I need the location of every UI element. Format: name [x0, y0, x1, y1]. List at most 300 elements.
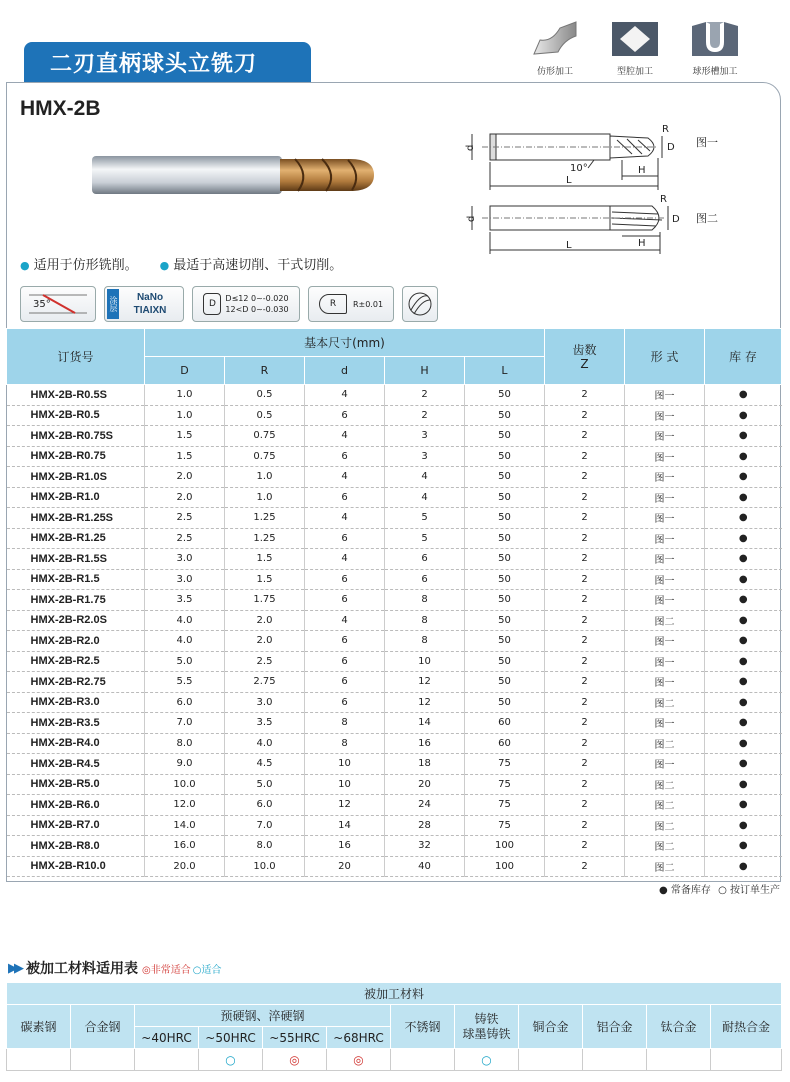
- suitability-cell: [583, 1049, 647, 1071]
- table-cell: 6: [385, 569, 465, 590]
- table-cell: 1.0: [145, 405, 225, 426]
- table-cell: 8.0: [225, 836, 305, 857]
- col-alloy-steel: 合金钢: [71, 1005, 135, 1049]
- table-cell: 2: [545, 405, 625, 426]
- suitability-cell: ◎: [263, 1049, 327, 1071]
- table-cell: ●: [705, 487, 782, 508]
- coating-label: 涂层: [107, 289, 119, 319]
- table-cell: 10: [305, 754, 385, 775]
- table-cell: 50: [465, 692, 545, 713]
- table-cell: 100: [465, 856, 545, 877]
- order-code: HMX-2B-R3.5: [7, 713, 145, 734]
- table-cell: ●: [705, 774, 782, 795]
- table-cell: 20.0: [145, 856, 225, 877]
- table-row: [7, 672, 782, 693]
- table-row: [7, 426, 782, 447]
- table-cell: 14: [385, 713, 465, 734]
- table-cell: ●: [705, 385, 782, 406]
- table-cell: 1.5: [225, 569, 305, 590]
- table-cell: 4.0: [225, 733, 305, 754]
- table-cell: 图一: [625, 651, 705, 672]
- order-code: HMX-2B-R5.0: [7, 774, 145, 795]
- table-cell: 图一: [625, 426, 705, 447]
- table-cell: 2.0: [145, 487, 225, 508]
- order-code: HMX-2B-R2.0S: [7, 610, 145, 631]
- table-cell: 75: [465, 795, 545, 816]
- table-cell: 3.0: [145, 569, 225, 590]
- table-cell: 2.0: [225, 631, 305, 652]
- table-row: [7, 385, 782, 406]
- table-cell: 6: [305, 590, 385, 611]
- double-arrow-icon: ▶▶: [8, 960, 20, 976]
- dim-L-label: L: [566, 240, 572, 251]
- dim-H-label: H: [638, 238, 646, 249]
- table-cell: 图一: [625, 631, 705, 652]
- table-cell: 3: [385, 426, 465, 447]
- table-cell: 4.5: [225, 754, 305, 775]
- dim-R-label: R: [660, 194, 667, 205]
- stock-legend: [659, 881, 780, 896]
- table-cell: 3.5: [145, 590, 225, 611]
- table-cell: 4: [305, 467, 385, 488]
- table-cell: 4.0: [145, 631, 225, 652]
- table-cell: 3: [385, 446, 465, 467]
- table-cell: 2: [385, 385, 465, 406]
- diagram-figure-2: [462, 192, 762, 262]
- materials-title: 被加工材料适用表: [26, 961, 138, 977]
- end-mill-photo: [90, 150, 380, 200]
- table-cell: 图二: [625, 692, 705, 713]
- table-cell: 图一: [625, 549, 705, 570]
- table-cell: 2: [545, 815, 625, 836]
- col-copper: 铜合金: [519, 1005, 583, 1049]
- table-cell: 12: [305, 795, 385, 816]
- table-cell: 50: [465, 569, 545, 590]
- table-cell: ●: [705, 426, 782, 447]
- table-cell: 50: [465, 651, 545, 672]
- table-cell: ●: [705, 815, 782, 836]
- table-cell: 50: [465, 487, 545, 508]
- table-row: [7, 733, 782, 754]
- table-row: [7, 856, 782, 877]
- table-cell: 75: [465, 754, 545, 775]
- table-cell: 5.0: [225, 774, 305, 795]
- table-cell: 4: [305, 508, 385, 529]
- table-cell: 75: [465, 815, 545, 836]
- table-cell: 24: [385, 795, 465, 816]
- table-cell: ●: [705, 713, 782, 734]
- table-cell: 图一: [625, 754, 705, 775]
- legend-suitable: ○适合: [192, 964, 222, 976]
- coating-name: NaNo: [136, 292, 164, 303]
- table-cell: 50: [465, 528, 545, 549]
- model-name: HMX-2B: [20, 97, 101, 120]
- table-cell: 6: [305, 446, 385, 467]
- table-cell: 0.75: [225, 426, 305, 447]
- table-cell: 1.5: [145, 446, 225, 467]
- table-cell: 18: [385, 754, 465, 775]
- table-cell: 图二: [625, 815, 705, 836]
- suitability-cell: [135, 1049, 199, 1071]
- table-cell: 2: [545, 610, 625, 631]
- diagram-figure-1: [462, 118, 762, 198]
- table-cell: 图二: [625, 836, 705, 857]
- suitability-cell: [391, 1049, 455, 1071]
- order-code: HMX-2B-R0.5S: [7, 385, 145, 406]
- table-cell: 50: [465, 405, 545, 426]
- col-H: H: [385, 357, 465, 385]
- table-cell: 50: [465, 426, 545, 447]
- table-cell: 1.0: [145, 385, 225, 406]
- table-cell: 6: [385, 549, 465, 570]
- table-cell: 图一: [625, 569, 705, 590]
- table-cell: 7.0: [145, 713, 225, 734]
- table-cell: 2: [545, 836, 625, 857]
- table-cell: 14.0: [145, 815, 225, 836]
- table-cell: 1.5: [145, 426, 225, 447]
- table-cell: 16.0: [145, 836, 225, 857]
- table-cell: 9.0: [145, 754, 225, 775]
- table-cell: ●: [705, 590, 782, 611]
- order-code: HMX-2B-R1.5: [7, 569, 145, 590]
- table-cell: 图一: [625, 467, 705, 488]
- table-cell: 0.75: [225, 446, 305, 467]
- order-code: HMX-2B-R1.75: [7, 590, 145, 611]
- table-cell: 2.75: [225, 672, 305, 693]
- table-cell: 2: [545, 385, 625, 406]
- table-cell: ●: [705, 733, 782, 754]
- dim-L-label: L: [566, 175, 572, 186]
- table-row: [7, 692, 782, 713]
- table-cell: 3.5: [225, 713, 305, 734]
- table-cell: 图一: [625, 590, 705, 611]
- suitability-cell: [647, 1049, 711, 1071]
- table-cell: 20: [305, 856, 385, 877]
- suitability-cell: ○: [455, 1049, 519, 1071]
- coating-type: TIAIXN: [133, 305, 167, 316]
- table-row: [7, 774, 782, 795]
- col-D: D: [145, 357, 225, 385]
- table-cell: 8: [305, 733, 385, 754]
- process-label: 型腔加工: [616, 67, 653, 77]
- col-heat-resistant: 耐热合金: [711, 1005, 782, 1049]
- table-cell: 2: [545, 651, 625, 672]
- process-ball-slot: [680, 20, 750, 77]
- diameter-tolerance-badge: [192, 286, 300, 322]
- legend-to-order: ○ 按订单生产: [718, 885, 780, 896]
- spec-badges: [20, 286, 438, 322]
- table-cell: 0.5: [225, 385, 305, 406]
- dim-H-label: H: [638, 165, 646, 176]
- table-cell: 50: [465, 672, 545, 693]
- order-code: HMX-2B-R3.0: [7, 692, 145, 713]
- col-L: L: [465, 357, 545, 385]
- table-cell: 16: [385, 733, 465, 754]
- table-cell: 图二: [625, 795, 705, 816]
- table-cell: 4: [305, 426, 385, 447]
- table-cell: 4: [305, 385, 385, 406]
- col-basic-dimensions: 基本尺寸(mm): [145, 329, 545, 357]
- table-cell: 图一: [625, 446, 705, 467]
- process-label: 球形槽加工: [692, 67, 738, 77]
- table-cell: 2.5: [145, 508, 225, 529]
- col-d: d: [305, 357, 385, 385]
- table-cell: 100: [465, 836, 545, 857]
- table-cell: 图二: [625, 774, 705, 795]
- diameter-icon: D: [203, 293, 221, 315]
- table-cell: 图一: [625, 528, 705, 549]
- order-code: HMX-2B-R1.25: [7, 528, 145, 549]
- table-cell: 1.25: [225, 528, 305, 549]
- figure-1-label: 图一: [696, 136, 718, 149]
- table-cell: 图一: [625, 405, 705, 426]
- angle-label: 10°: [570, 163, 588, 174]
- table-cell: 12: [385, 692, 465, 713]
- table-cell: 60: [465, 733, 545, 754]
- table-cell: 图一: [625, 508, 705, 529]
- figure-2-label: 图二: [696, 212, 718, 225]
- table-cell: ●: [705, 692, 782, 713]
- table-cell: 6: [305, 672, 385, 693]
- order-code: HMX-2B-R4.0: [7, 733, 145, 754]
- table-cell: 50: [465, 385, 545, 406]
- col-hardened-steel: 预硬钢、淬硬钢: [135, 1005, 391, 1027]
- process-cavity: [600, 20, 670, 77]
- table-cell: 32: [385, 836, 465, 857]
- materials-table: [6, 982, 782, 1071]
- table-cell: 6: [305, 692, 385, 713]
- order-code: HMX-2B-R2.75: [7, 672, 145, 693]
- order-code: HMX-2B-R1.0S: [7, 467, 145, 488]
- table-cell: 3.0: [225, 692, 305, 713]
- order-code: HMX-2B-R2.0: [7, 631, 145, 652]
- spec-table: [6, 328, 782, 877]
- table-cell: 10.0: [225, 856, 305, 877]
- table-cell: 2.0: [145, 467, 225, 488]
- table-cell: 50: [465, 508, 545, 529]
- col-55hrc: ~55HRC: [263, 1027, 327, 1049]
- helix-angle-badge: [20, 286, 96, 322]
- table-cell: 1.5: [225, 549, 305, 570]
- table-cell: 2.5: [145, 528, 225, 549]
- table-cell: 5: [385, 508, 465, 529]
- suitability-cell: ○: [199, 1049, 263, 1071]
- table-row: [7, 569, 782, 590]
- ball-end-badge: [402, 286, 438, 322]
- feature-item: ● 适用于仿形铣削。: [20, 254, 138, 273]
- table-cell: ●: [705, 836, 782, 857]
- suitability-row: [7, 1049, 782, 1071]
- table-cell: 2: [385, 405, 465, 426]
- table-row: [7, 713, 782, 734]
- col-40hrc: ~40HRC: [135, 1027, 199, 1049]
- table-cell: ●: [705, 651, 782, 672]
- table-cell: 2: [545, 487, 625, 508]
- table-cell: ●: [705, 754, 782, 775]
- table-cell: 12.0: [145, 795, 225, 816]
- table-cell: 10: [385, 651, 465, 672]
- dim-d-label: d: [466, 215, 477, 222]
- materials-header: 被加工材料: [7, 983, 782, 1005]
- table-cell: 2: [545, 528, 625, 549]
- order-code: HMX-2B-R0.75S: [7, 426, 145, 447]
- table-cell: ●: [705, 672, 782, 693]
- table-cell: 5: [385, 528, 465, 549]
- col-aluminum: 铝合金: [583, 1005, 647, 1049]
- table-cell: ●: [705, 856, 782, 877]
- table-cell: 4: [305, 549, 385, 570]
- table-cell: 2: [545, 692, 625, 713]
- col-flutes: 齿数 Z: [545, 329, 625, 385]
- table-cell: 1.0: [225, 467, 305, 488]
- order-code: HMX-2B-R2.5: [7, 651, 145, 672]
- table-cell: 图一: [625, 713, 705, 734]
- table-cell: 2: [545, 774, 625, 795]
- table-cell: 60: [465, 713, 545, 734]
- table-row: [7, 815, 782, 836]
- col-68hrc: ~68HRC: [327, 1027, 391, 1049]
- table-cell: 图二: [625, 733, 705, 754]
- col-titanium: 钛合金: [647, 1005, 711, 1049]
- table-cell: 4: [385, 487, 465, 508]
- materials-section-header: [8, 958, 221, 978]
- col-cast-iron: 铸铁 球墨铸铁: [455, 1005, 519, 1049]
- dim-R-label: R: [662, 124, 669, 135]
- table-cell: 6: [305, 651, 385, 672]
- table-cell: 2.5: [225, 651, 305, 672]
- order-code: HMX-2B-R0.5: [7, 405, 145, 426]
- suitability-cell: ◎: [327, 1049, 391, 1071]
- table-cell: 2: [545, 569, 625, 590]
- table-cell: 50: [465, 610, 545, 631]
- table-cell: 1.0: [225, 487, 305, 508]
- table-row: [7, 631, 782, 652]
- table-cell: 2.0: [225, 610, 305, 631]
- order-code: HMX-2B-R10.0: [7, 856, 145, 877]
- col-R: R: [225, 357, 305, 385]
- svg-text:35°: 35°: [33, 299, 51, 310]
- table-cell: 75: [465, 774, 545, 795]
- table-cell: 2: [545, 467, 625, 488]
- table-cell: 6.0: [225, 795, 305, 816]
- table-cell: 2: [545, 508, 625, 529]
- table-cell: 6: [305, 569, 385, 590]
- legend-very-suitable: ◎非常适合: [142, 964, 191, 976]
- dim-D-label: D: [672, 214, 680, 225]
- suitability-cell: [71, 1049, 135, 1071]
- table-row: [7, 836, 782, 857]
- table-cell: ●: [705, 549, 782, 570]
- table-cell: 2: [545, 549, 625, 570]
- table-cell: 6: [305, 631, 385, 652]
- col-50hrc: ~50HRC: [199, 1027, 263, 1049]
- helix-angle-icon: [23, 289, 93, 319]
- table-row: [7, 446, 782, 467]
- table-row: [7, 754, 782, 775]
- table-cell: 图一: [625, 672, 705, 693]
- table-cell: 6: [305, 528, 385, 549]
- order-code: HMX-2B-R1.0: [7, 487, 145, 508]
- table-row: [7, 528, 782, 549]
- order-code: HMX-2B-R0.75: [7, 446, 145, 467]
- table-cell: 6: [305, 405, 385, 426]
- table-cell: ●: [705, 508, 782, 529]
- table-cell: 2: [545, 631, 625, 652]
- table-cell: ●: [705, 528, 782, 549]
- table-cell: 12: [385, 672, 465, 693]
- table-row: [7, 795, 782, 816]
- order-code: HMX-2B-R8.0: [7, 836, 145, 857]
- table-cell: 5.0: [145, 651, 225, 672]
- tolerance-line: D≤12 0~-0.020: [225, 294, 289, 303]
- process-label: 仿形加工: [536, 67, 573, 77]
- table-cell: ●: [705, 446, 782, 467]
- table-cell: ●: [705, 631, 782, 652]
- feature-item: ● 最适于高速切削、干式切削。: [160, 254, 343, 273]
- table-cell: ●: [705, 795, 782, 816]
- table-cell: 50: [465, 631, 545, 652]
- table-cell: 28: [385, 815, 465, 836]
- table-row: [7, 467, 782, 488]
- table-row: [7, 610, 782, 631]
- radius-tolerance-badge: [308, 286, 394, 322]
- dim-D-label: D: [667, 142, 675, 153]
- suitability-cell: [711, 1049, 782, 1071]
- cavity-machining-icon: [610, 20, 660, 58]
- process-contour: [520, 20, 590, 77]
- radius-icon: R: [319, 294, 347, 314]
- order-code: HMX-2B-R1.25S: [7, 508, 145, 529]
- col-stock: 库 存: [705, 329, 782, 385]
- table-cell: 2: [545, 713, 625, 734]
- table-cell: 6.0: [145, 692, 225, 713]
- table-cell: 10.0: [145, 774, 225, 795]
- ball-slot-machining-icon: [690, 20, 740, 58]
- table-cell: 20: [385, 774, 465, 795]
- table-cell: 1.25: [225, 508, 305, 529]
- order-code: HMX-2B-R1.5S: [7, 549, 145, 570]
- table-cell: 4: [305, 610, 385, 631]
- tolerance-line: 12<D 0~-0.030: [225, 305, 289, 314]
- table-row: [7, 508, 782, 529]
- table-row: [7, 651, 782, 672]
- suitability-cell: [519, 1049, 583, 1071]
- col-order-code: 订货号: [7, 329, 145, 385]
- table-cell: 2: [545, 754, 625, 775]
- col-carbon-steel: 碳素钢: [7, 1005, 71, 1049]
- table-cell: 8.0: [145, 733, 225, 754]
- feature-list: [20, 254, 342, 273]
- table-row: [7, 549, 782, 570]
- spec-table-body: [7, 385, 782, 877]
- table-cell: 0.5: [225, 405, 305, 426]
- table-cell: 8: [385, 590, 465, 611]
- table-cell: 4: [385, 467, 465, 488]
- table-cell: ●: [705, 467, 782, 488]
- contour-machining-icon: [530, 20, 580, 58]
- suitability-cell: [7, 1049, 71, 1071]
- col-form: 形 式: [625, 329, 705, 385]
- table-row: [7, 590, 782, 611]
- table-cell: 40: [385, 856, 465, 877]
- table-cell: 4.0: [145, 610, 225, 631]
- table-cell: ●: [705, 610, 782, 631]
- table-cell: 2: [545, 426, 625, 447]
- table-cell: 图二: [625, 610, 705, 631]
- table-row: [7, 405, 782, 426]
- order-code: HMX-2B-R4.5: [7, 754, 145, 775]
- table-cell: 8: [385, 610, 465, 631]
